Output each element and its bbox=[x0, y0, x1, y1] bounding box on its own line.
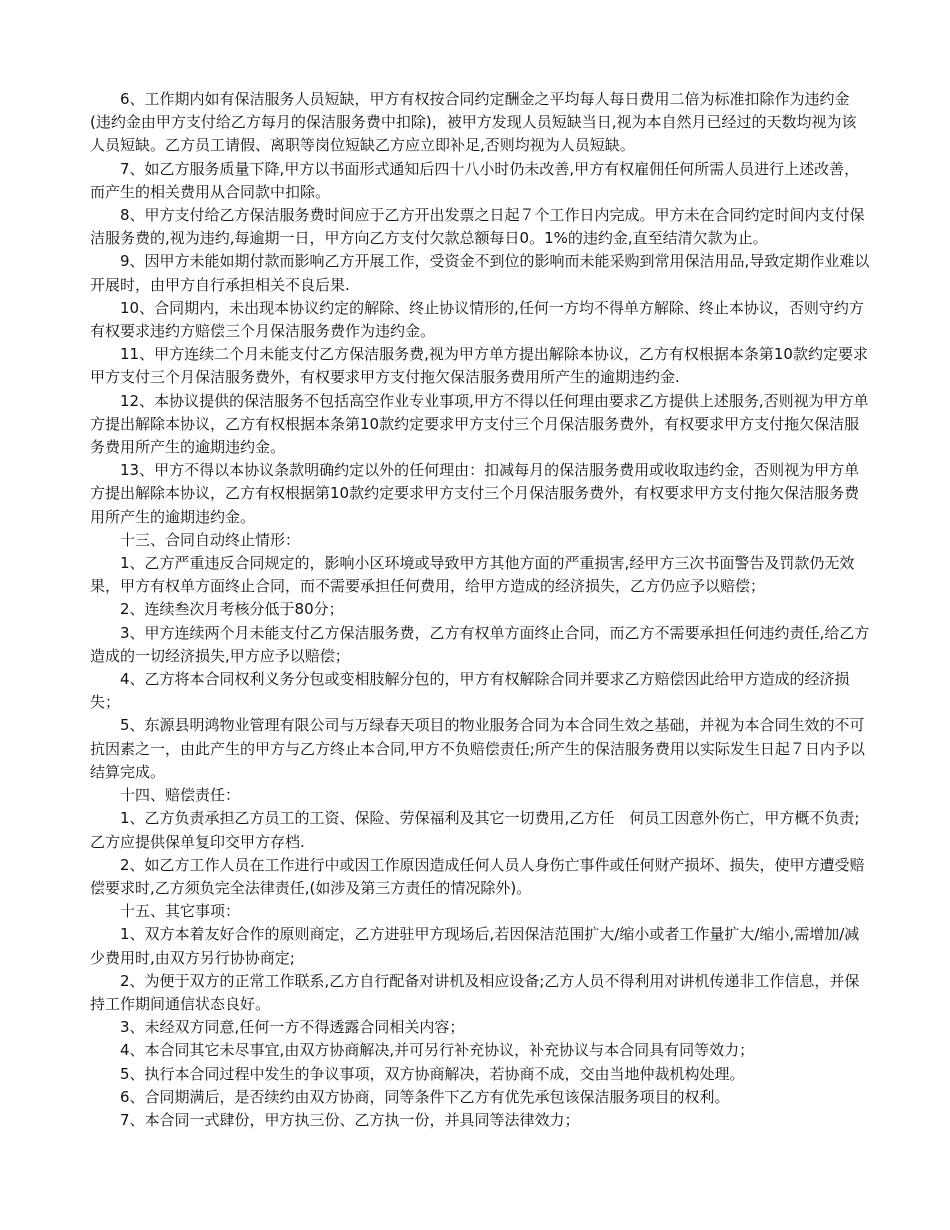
other-item-5: 5、执行本合同过程中发生的争议事项，双方协商解决，若协商不成，交由当地仲裁机构处理。 bbox=[120, 1064, 745, 1083]
clause-8-payment-term: 8、甲方支付给乙方保洁服务费时间应于乙方开出发票之日起７个工作日内完成。甲方未在合同约定时间内支付保洁服务费的,视为违约,每逾期一日，甲方向乙方支付欠款总额每日0。1%的违约金,直至结清欠款为止。 bbox=[90, 206, 865, 248]
termination-item-3: 3、甲方连续两个月未能支付乙方保洁服务费，乙方有权单方面终止合同，而乙方不需要承担任何违约责任,给乙方造成的一切经济损失,甲方应予以赔偿； bbox=[90, 623, 870, 665]
termination-item-5: 5、东源县明鸿物业管理有限公司与万绿春天项目的物业服务合同为本合同生效之基础，并视为本合同生效的不可抗因素之一，由此产生的甲方与乙方终止本合同,甲方不负赔偿责任;所产生的保洁服务费用以实际发生日起７日内予以结算完成。 bbox=[90, 716, 865, 781]
other-item-6: 6、合同期满后，是否续约由双方协商，同等条件下乙方有优先承包该保洁服务项目的权利。 bbox=[120, 1087, 730, 1106]
clause-12-high-altitude-work: 12、本协议提供的保洁服务不包括高空作业专业事项,甲方不得以任何理由要求乙方提供上述服务,否则视为甲方单方提出解除本协议，乙方有权根据本条第10款约定要求甲方支付三个月保洁服务费外，有权要求甲方支付拖欠保洁服务费用所产生的逾期违约金。 bbox=[90, 391, 869, 457]
section-15-heading: 十五、其它事项： bbox=[120, 902, 241, 921]
other-item-2: 2、为便于双方的正常工作联系,乙方自行配备对讲机及相应设备;乙方人员不得利用对讲机传递非工作信息，并保持工作期间通信状态良好。 bbox=[90, 971, 860, 1013]
clause-7-service-quality: 7、如乙方服务质量下降,甲方以书面形式通知后四十八小时仍未改善,甲方有权雇佣任何所需人员进行上述改善，而产生的相关费用从合同款中扣除。 bbox=[90, 159, 860, 201]
termination-item-4: 4、乙方将本合同权利义务分包或变相肢解分包的，甲方有权解除合同并要求乙方赔偿因此给甲方造成的经济损失； bbox=[90, 670, 850, 712]
section-13-heading: 十三、合同自动终止情形： bbox=[120, 530, 301, 549]
other-item-1: 1、双方本着友好合作的原则商定，乙方进驻甲方现场后,若因保洁范围扩大/缩小或者工作量扩大/缩小,需增加/减少费用时,由双方另行协协商定; bbox=[90, 925, 860, 967]
clause-10-no-unilateral-termination: 10、合同期内，未出现本协议约定的解除、终止协议情形的,任何一方均不得单方解除、终止本协议，否则守约方有权要求违约方赔偿三个月保洁服务费作为违约金。 bbox=[90, 298, 864, 341]
termination-item-2: 2、连续叁次月考核分低于80分； bbox=[120, 600, 344, 619]
clause-13-no-deduction: 13、甲方不得以本协议条款明确约定以外的任何理由：扣减每月的保洁服务费用或收取违约金，否则视为甲方单方提出解除本协议，乙方有权根据第10款约定要求甲方支付三个月保洁服务费外，有权要求甲方支付拖欠保洁服务费用所产生的逾期违约金。 bbox=[90, 461, 860, 526]
clause-9-late-payment-impact: 9、因甲方未能如期付款而影响乙方开展工作，受资金不到位的影响而未能采购到常用保洁用品,导致定期作业难以开展时，由甲方自行承担相关不良后果. bbox=[90, 252, 870, 294]
document-page bbox=[90, 88, 870, 1132]
clause-6-staff-shortage: 6、工作期内如有保洁服务人员短缺，甲方有权按合同约定酬金之平均每人每日费用二倍为标准扣除作为违约金(违约金由甲方支付给乙方每月的保洁服务费中扣除)，被甲方发现人员短缺当日,视为本自然月已经过的天数均视为该人员短缺。乙方员工请假、离职等岗位短缺乙方应立即补足,否则均视为人员短缺。 bbox=[90, 90, 857, 155]
termination-item-1: 1、乙方严重违反合同规定的，影响小区环境或导致甲方其他方面的严重损害,经甲方三次书面警告及罚款仍无效果，甲方有权单方面终止合同，而不需要承担任何费用，给甲方造成的经济损失，乙方仍应予以赔偿； bbox=[90, 554, 855, 596]
liability-item-2: 2、如乙方工作人员在工作进行中或因工作原因造成任何人员人身伤亡事件或任何财产损坏、损失，使甲方遭受赔偿要求时,乙方须负完全法律责任,(如涉及第三方责任的情况除外)。 bbox=[90, 855, 865, 897]
other-item-4: 4、本合同其它未尽事宜,由双方协商解决,并可另行补充协议，补充协议与本合同具有同等效力； bbox=[120, 1041, 755, 1060]
section-14-heading: 十四、赔偿责任： bbox=[120, 786, 241, 805]
clause-11-two-months-unpaid: 11、甲方连续二个月未能支付乙方保洁服务费,视为甲方单方提出解除本协议，乙方有权根据本条第10款约定要求甲方支付三个月保洁服务费外，有权要求甲方支付拖欠保洁服务费用所产生的逾期违约金. bbox=[90, 345, 868, 387]
other-item-7: 7、本合同一式肆份，甲方执三份、乙方执一份，并具同等法律效力； bbox=[120, 1110, 580, 1129]
other-item-3: 3、未经双方同意,任何一方不得透露合同相关内容； bbox=[120, 1018, 465, 1037]
liability-item-1: 1、乙方负责承担乙方员工的工资、保险、劳保福利及其它一切费用,乙方任 何员工因意外伤亡，甲方概不负责;乙方应提供保单复印交甲方存档. bbox=[90, 809, 860, 851]
